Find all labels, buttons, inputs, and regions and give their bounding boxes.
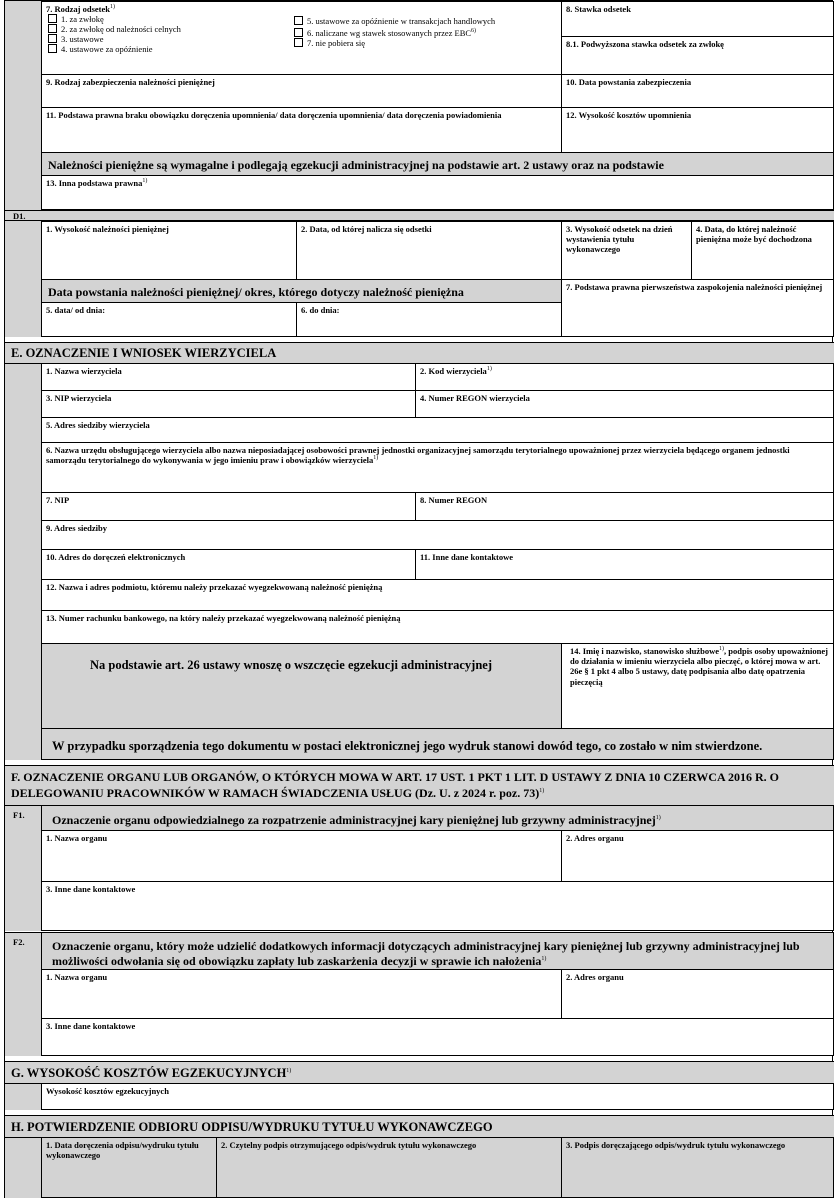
field-data-dochodzenia[interactable]: 4. Data, do której należność pieniężna może być dochodzona <box>691 221 834 280</box>
field-regon[interactable]: 8. Numer REGON <box>415 492 834 521</box>
field-stawka-odsetek[interactable]: 8. Stawka odsetek <box>561 1 834 37</box>
wymagalne-header: Należności pieniężne są wymagalne i podlegają egzekucji administracyjnej na podstawie art. 2 ustawy oraz na podstawie <box>41 152 834 176</box>
section-e-header: E. OZNACZENIE I WNIOSEK WIERZYCIELA <box>5 342 834 364</box>
section-h-header: H. POTWIERDZENIE ODBIORU ODPISU/WYDRUKU TYTUŁU WYKONAWCZEGO <box>5 1115 834 1138</box>
section-f-header: F. OZNACZENIE ORGANU LUB ORGANÓW, O KTÓRYCH MOWA W ART. 17 UST. 1 PKT 1 LIT. D USTAWY Z DNIA 10 CZERWCA 2016 R. O DELEGOWANIU PRACOWNIKÓW W RAMACH ŚWIADCZENIA USŁUG (Dz. U. z 2024 r. poz. 73)$^{1)}$ <box>5 765 834 806</box>
option-3[interactable]: 3. ustawowe <box>48 34 181 44</box>
section-d1-bar <box>5 210 834 221</box>
field-data-odsetek-od[interactable]: 2. Data, od której nalicza się odsetki <box>296 221 562 280</box>
field-podpis-doreczajacego[interactable]: 3. Podpis doręczającego odpis/wydruk tytułu wykonawczego <box>561 1137 834 1198</box>
section-f1-gutter <box>5 806 42 931</box>
f1-inne-dane[interactable]: 3. Inne dane kontaktowe <box>41 881 834 931</box>
field-wysokosc-naleznosci[interactable]: 1. Wysokość należności pieniężnej <box>41 221 297 280</box>
field-podpis-otrzymujacego[interactable]: 2. Czytelny podpis otrzymującego odpis/wydruk tytułu wykonawczego <box>216 1137 562 1198</box>
section-e-gutter <box>5 364 42 760</box>
field-podmiot-przekazania[interactable]: 12. Nazwa i adres podmiotu, któremu należy przekazać wyegzekwowaną należność pieniężną <box>41 579 834 611</box>
field-rodzaj-odsetek <box>41 1 562 75</box>
checkbox[interactable] <box>48 14 57 23</box>
f2-title: Oznaczenie organu, który może udzielić dodatkowych informacji dotyczących administracyjnej kary pieniężnej lub grzywny administracyjnej lub możliwości odwołania się od obowiązku zapłaty lub zaskarżenia decyzji w sprawie ich nałożenia$^{1)}$ <box>41 932 834 970</box>
wydruk-note: W przypadku sporządzenia tego dokumentu w postaci elektronicznej jego wydruk stanowi dowód tego, co zostało w nim stwierdzone. <box>41 728 834 760</box>
f2-nazwa-organu[interactable]: 1. Nazwa organu <box>41 969 562 1019</box>
section-d-gutter <box>5 1 42 211</box>
field-data-zabezpieczenia[interactable]: 10. Data powstania zabezpieczenia <box>561 74 834 108</box>
f1-nazwa-organu[interactable]: 1. Nazwa organu <box>41 830 562 882</box>
section-d1-gutter <box>5 221 42 337</box>
interest-options-left <box>48 14 181 54</box>
section-letter: D1. <box>13 211 26 221</box>
f2-inne-dane[interactable]: 3. Inne dane kontaktowe <box>41 1018 834 1056</box>
checkbox[interactable] <box>48 24 57 33</box>
checkbox[interactable] <box>294 38 303 47</box>
okres-header: Data powstania należności pieniężnej/ okres, którego dotyczy należność pieniężna <box>41 279 562 303</box>
field-koszty-upomnienia[interactable]: 12. Wysokość kosztów upomnienia <box>561 107 834 153</box>
section-g-gutter <box>5 1084 42 1110</box>
field-data-doreczenia[interactable]: 1. Data doręczenia odpisu/wydruku tytułu wykonawczego <box>41 1137 217 1198</box>
section-letter: F1. <box>13 810 25 820</box>
field-nazwa-urzedu[interactable]: 6. Nazwa urzędu obsługującego wierzyciela albo nazwa nieposiadającej osobowości prawnej jednostki organizacyjnej samorządu terytorialnego upoważnionej przez wierzyciela będącego organem jednostki samorządu terytorialnego do wykonywania w jego imieniu praw i obowiązków wierzyciela$^{1)}$ <box>41 442 834 493</box>
field-inne-dane[interactable]: 11. Inne dane kontaktowe <box>415 549 834 580</box>
field-regon-wierzyciela[interactable]: 4. Numer REGON wierzyciela <box>415 390 834 418</box>
field-wysokosc-odsetek[interactable]: 3. Wysokość odsetek na dzień wystawienia tytułu wykonawczego <box>561 221 692 280</box>
field-adres-dorecen[interactable]: 10. Adres do doręczeń elektronicznych <box>41 549 416 580</box>
field-kod-wierzyciela[interactable]: 2. Kod wierzyciela$^{1)}$ <box>415 363 834 391</box>
option-5[interactable]: 5. ustawowe za opóźnienie w transakcjach handlowych <box>294 16 495 26</box>
section-letter: F2. <box>13 937 25 947</box>
f2-adres-organu[interactable]: 2. Adres organu <box>561 969 834 1019</box>
field-rodzaj-zabezpieczenia[interactable]: 9. Rodzaj zabezpieczenia należności pieniężnej <box>41 74 562 108</box>
field-podwyzszona-stawka[interactable]: 8.1. Podwyższona stawka odsetek za zwłokę <box>561 36 834 75</box>
field-pierwszenstwo[interactable]: 7. Podstawa prawna pierwszeństwa zaspokojenia należności pieniężnej <box>561 279 834 337</box>
field-nip[interactable]: 7. NIP <box>41 492 416 521</box>
field-rachunek-bankowy[interactable]: 13. Numer rachunku bankowego, na który należy przekazać wyegzekwowaną należność pieniężną <box>41 610 834 644</box>
field-label: 7. Rodzaj odsetek <box>46 4 110 14</box>
checkbox[interactable] <box>48 44 57 53</box>
field-nip-wierzyciela[interactable]: 3. NIP wierzyciela <box>41 390 416 418</box>
section-g-header: G. WYSOKOŚĆ KOSZTÓW EGZEKUCYJNYCH$^{1)}$ <box>5 1061 834 1084</box>
field-adres-siedziby[interactable]: 9. Adres siedziby <box>41 520 834 550</box>
field-podpis-wierzyciela[interactable]: 14. Imię i nazwisko, stanowisko służbowe$^{1)}$, podpis osoby upoważnionej do działania w imieniu wierzyciela albo pieczęć, o której mowa w art. 26e § 1 pkt 4 albo 5 ustawy, datę podpisania albo datę opatrzenia pieczęcią <box>561 643 834 729</box>
option-4[interactable]: 4. ustawowe za opóźnienie <box>48 44 181 54</box>
checkbox[interactable] <box>48 34 57 43</box>
interest-options-right <box>294 16 495 48</box>
field-inna-podstawa[interactable]: 13. Inna podstawa prawna$^{1)}$ <box>41 175 834 210</box>
field-data-od[interactable]: 5. data/ od dnia: <box>41 302 297 337</box>
option-7[interactable]: 7. nie pobiera się <box>294 38 495 48</box>
section-h-gutter <box>5 1138 42 1198</box>
form-page <box>4 0 833 1198</box>
field-adres-wierzyciela[interactable]: 5. Adres siedziby wierzyciela <box>41 417 834 443</box>
option-1[interactable]: 1. za zwłokę <box>48 14 181 24</box>
footnote-ref: 1) <box>109 4 115 11</box>
wniosek-text: Na podstawie art. 26 ustawy wnoszę o wszczęcie egzekucji administracyjnej <box>41 643 562 729</box>
option-6[interactable]: 6. naliczane wg stawek stosowanych przez EBC$^{6)}$ <box>294 26 495 38</box>
option-2[interactable]: 2. za zwłokę od należności celnych <box>48 24 181 34</box>
field-data-do[interactable]: 6. do dnia: <box>296 302 562 337</box>
field-nazwa-wierzyciela[interactable]: 1. Nazwa wierzyciela <box>41 363 416 391</box>
f1-title: Oznaczenie organu odpowiedzialnego za rozpatrzenie administracyjnej kary pieniężnej lub grzywny administracyjnej$^{1)}$ <box>41 805 834 831</box>
section-f2-gutter <box>5 932 42 1056</box>
checkbox[interactable] <box>294 28 303 37</box>
field-koszty-egzekucyjne[interactable]: Wysokość kosztów egzekucyjnych <box>41 1083 834 1110</box>
field-podstawa-upomnienia[interactable]: 11. Podstawa prawna braku obowiązku doręczenia upomnienia/ data doręczenia upomnienia/ data doręczenia powiadomienia <box>41 107 562 153</box>
checkbox[interactable] <box>294 16 303 25</box>
f1-adres-organu[interactable]: 2. Adres organu <box>561 830 834 882</box>
